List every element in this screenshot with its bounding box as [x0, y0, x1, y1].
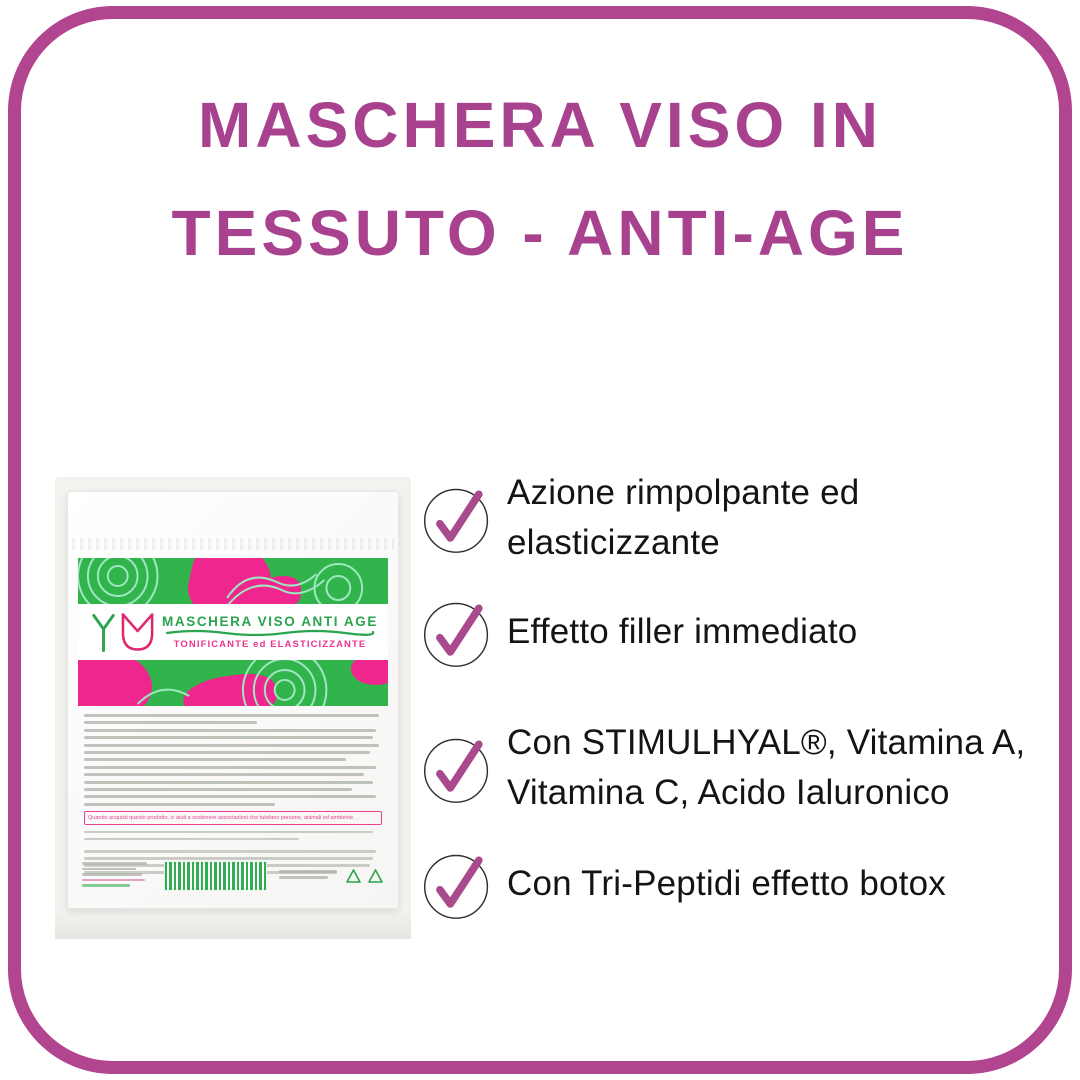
feature-row-3 [419, 718, 1025, 818]
text-line [84, 751, 370, 754]
feature-line: Vitamina C, Acido Ialuronico [507, 773, 950, 812]
product-photo [55, 477, 411, 939]
feature-line: Effetto filler immediato [507, 612, 858, 651]
pouch-footer [82, 858, 384, 894]
text-line [84, 781, 373, 784]
label-text [162, 614, 378, 650]
feature-text [507, 718, 1025, 818]
text-line [84, 714, 379, 717]
pouch-pattern-band-bottom [78, 660, 388, 706]
card-frame [8, 6, 1072, 1074]
text-line [84, 773, 364, 776]
checkmark-icon [419, 730, 495, 806]
feature-line: Con Tri-Peptidi effetto botox [507, 864, 947, 903]
text-line [82, 862, 147, 865]
text-line [84, 838, 299, 841]
text-line [84, 831, 373, 834]
checkmark-icon [419, 594, 495, 670]
feature-line: elasticizzante [507, 523, 720, 562]
recycle-icons [345, 868, 384, 884]
text-line [82, 884, 130, 887]
text-line [279, 870, 337, 873]
product-codes [279, 870, 337, 882]
pouch-title: MASCHERA VISO ANTI AGE [162, 614, 378, 629]
mask-pouch [67, 491, 399, 909]
text-line [82, 868, 136, 871]
checkmark-icon [419, 846, 495, 922]
pouch-seal-crimp [72, 538, 394, 550]
feature-row-2 [419, 594, 857, 670]
title-line-2: TESSUTO - ANTI-AGE [171, 197, 909, 269]
recycle-triangle-icon [345, 868, 362, 884]
text-line [82, 873, 142, 876]
text-line [84, 795, 376, 798]
pouch-subtitle: TONIFICANTE ed ELASTICIZZANTE [173, 639, 367, 650]
feature-text [507, 468, 859, 568]
pouch-fine-print [84, 714, 382, 878]
contour-lines [78, 660, 388, 706]
feature-text [507, 607, 857, 657]
manufacturer-address [82, 862, 150, 890]
text-line [84, 803, 275, 806]
eco-note: Quando acquisti questo prodotto, ci aiuti a sostenere associazioni che tutelano persone, animali ed ambiente. [84, 811, 382, 825]
text-line [84, 850, 376, 853]
pouch-label [78, 604, 388, 660]
text-line [84, 744, 379, 747]
text-line [84, 788, 352, 791]
page-title [81, 71, 999, 287]
contour-lines [78, 558, 388, 604]
yu-brand-logo [86, 609, 156, 655]
text-line [84, 758, 346, 761]
feature-line: Azione rimpolpante ed [507, 473, 860, 512]
feature-row-4 [419, 846, 946, 922]
checkmark-icon [419, 480, 495, 556]
pouch-pattern-band-top [78, 558, 388, 604]
text-line [279, 876, 328, 879]
recycle-triangle-icon [367, 868, 384, 884]
text-line [84, 729, 376, 732]
text-line [84, 721, 257, 724]
text-line [84, 766, 376, 769]
text-line [84, 736, 373, 739]
feature-text [507, 859, 946, 909]
feature-line: Con STIMULHYAL®, Vitamina A, [507, 723, 1026, 762]
feature-row-1 [419, 468, 859, 568]
title-line-1: MASCHERA VISO IN [198, 89, 882, 161]
text-line [82, 879, 145, 882]
photo-shadow [55, 911, 411, 939]
wavy-underline [165, 629, 375, 636]
barcode [164, 861, 267, 891]
